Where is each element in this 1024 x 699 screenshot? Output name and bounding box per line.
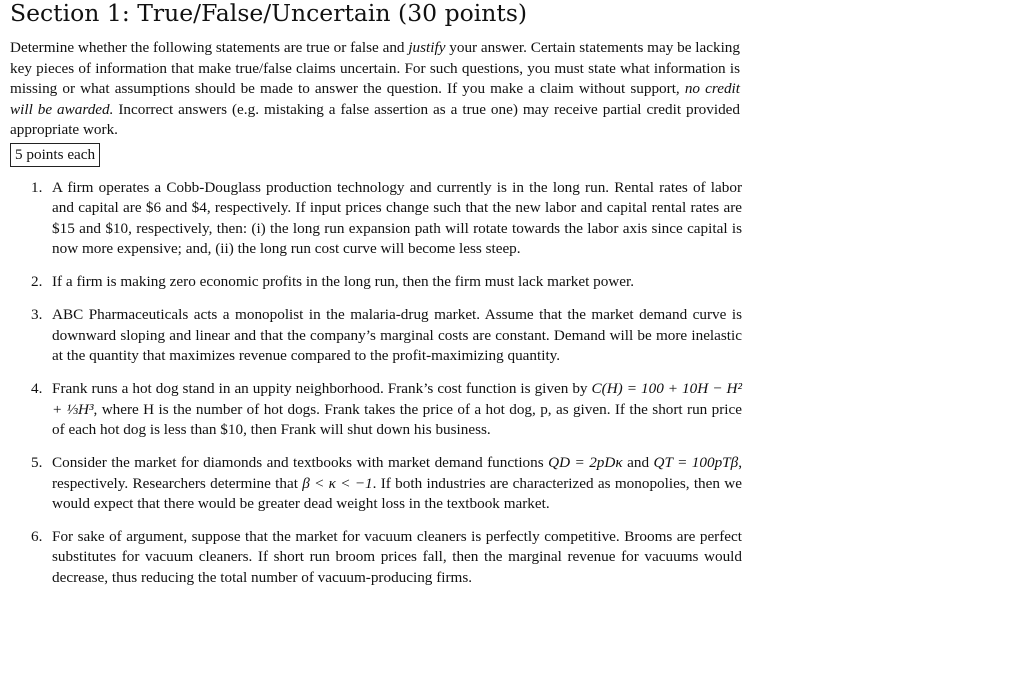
question-number: 5. bbox=[31, 454, 43, 472]
section-heading: Section 1: True/False/Uncertain (30 points) bbox=[10, 0, 528, 27]
question-number: 2. bbox=[31, 273, 43, 291]
cost-function-formula: C(H) = 100 + 10H − H² + ⅓H³ bbox=[52, 380, 742, 418]
diamond-demand-formula: QD = 2pDκ bbox=[548, 454, 623, 472]
question-list bbox=[0, 178, 742, 588]
question-number: 1. bbox=[31, 179, 43, 196]
question-item bbox=[0, 305, 742, 366]
question-text: For sake of argument, suppose that the market for vacuum cleaners is perfectly competitive. Brooms are perfect substitutes for vacuum cleaners. If short run broom prices fall, then the marginal revenue for vacuums would decrease, thus reducing the total number of vacuum-producing firms. bbox=[52, 528, 742, 586]
intro-text-3: Incorrect answers (e.g. mistaking a false assertion as a true one) may receive partial credit provided appropriate work. bbox=[10, 100, 740, 138]
question-text: If a firm is making zero economic profits in the long run, then the firm must lack market power. bbox=[52, 273, 635, 291]
question-number: 4. bbox=[31, 380, 43, 398]
intro-text-2: your answer. Certain statements may be lacking key pieces of information that make true/false claims uncertain. For such questions, you must state what information is missing or what assumptions should be made to answer the question. If you make a claim without support, bbox=[10, 39, 740, 97]
question-item bbox=[0, 178, 742, 259]
intro-emphasis-no-credit: no credit will be awarded. bbox=[10, 80, 740, 118]
question-number: 3. bbox=[31, 306, 43, 324]
question-text: , respectively. Researchers determine that bbox=[52, 454, 742, 492]
question-item bbox=[0, 527, 742, 588]
question-number: 6. bbox=[31, 528, 43, 546]
intro-emphasis-justify: justify bbox=[408, 39, 446, 56]
question-item bbox=[0, 379, 742, 440]
question-text: Frank runs a hot dog stand in an uppity neighborhood. Frank’s cost function is given by bbox=[52, 380, 592, 398]
question-item bbox=[0, 272, 742, 292]
textbook-demand-formula: QT = 100pTβ bbox=[653, 454, 739, 472]
question-text: . If both industries are characterized as monopolies, then we would expect that there would be greater dead weight loss in the textbook market. bbox=[52, 474, 742, 512]
question-item bbox=[0, 453, 742, 514]
question-text: ABC Pharmaceuticals acts a monopolist in the malaria-drug market. Assume that the market demand curve is downward sloping and linear and that the company’s marginal costs are constant. Demand will be more inelastic at the quantity that maximizes revenue compared to the profit-maximizing quantity. bbox=[52, 306, 742, 365]
points-box: 5 points each bbox=[10, 143, 100, 167]
instructions-paragraph bbox=[10, 38, 740, 141]
question-text: A firm operates a Cobb-Douglass production technology and currently is in the long run. Rental rates of labor and capital are $6 and $4, respectively. If input prices change such that the new labor and capital rental rates are $15 and $10, respectively, then: (i) the long run expansion path will rotate towards the labor axis since capital is now more expensive; and, (ii) the long run cost curve will become less steep. bbox=[52, 179, 742, 257]
question-text: Consider the market for diamonds and textbooks with market demand functions bbox=[52, 454, 549, 472]
question-text: , where H is the number of hot dogs. Frank takes the price of a hot dog, p, as given. If the short run price of each hot dog is less than $10, then Frank will shut down his business. bbox=[52, 400, 742, 438]
intro-text-1: Determine whether the following statements are true or false and bbox=[10, 39, 409, 56]
elasticity-inequality: β < κ < −1 bbox=[302, 474, 373, 492]
question-text: and bbox=[622, 454, 654, 472]
